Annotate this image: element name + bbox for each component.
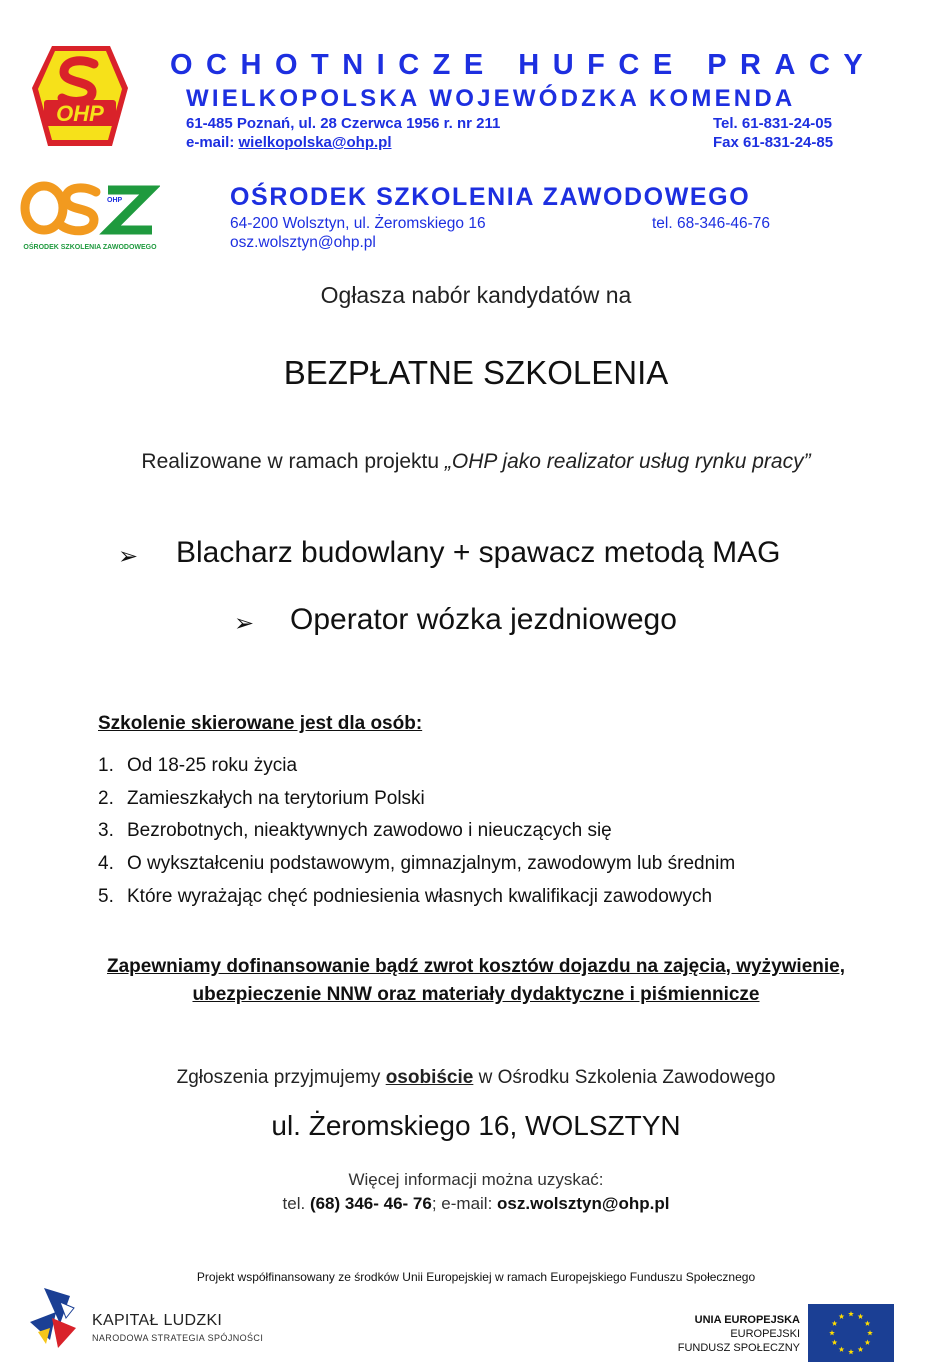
osz-logo-caption: OŚRODEK SZKOLENIA ZAWODOWEGO	[23, 244, 157, 251]
osz-address: 64-200 Wolsztyn, ul. Żeromskiego 16	[230, 215, 486, 232]
offer-line: Zapewniamy dofinansowanie bądź zwrot kosztów dojazdu na zajęcia, wyżywienie,	[107, 956, 845, 977]
ohp-logo-text: OHP	[56, 101, 104, 126]
ohp-fax: Fax 61-831-24-85	[713, 134, 834, 151]
application-prefix: Zgłoszenia przyjmujemy	[176, 1067, 386, 1088]
application-line	[0, 1067, 952, 1089]
osz-tel: tel. 68-346-46-76	[652, 215, 771, 232]
contact-tel: (68) 346- 46- 76	[309, 1194, 432, 1213]
criteria-text: Które wyrażając chęć podniesienia własnych kwalifikacji zawodowych	[127, 886, 713, 907]
kapital-ludzki-subtitle: NARODOWA STRATEGIA SPÓJNOŚCI	[92, 1333, 264, 1343]
application-suffix: w Ośrodku Szkolenia Zawodowego	[473, 1067, 776, 1088]
ohp-email-label: e-mail:	[186, 134, 239, 151]
course-item: Operator wózka jezdniowego	[290, 603, 677, 636]
footer-note: Projekt współfinansowany ze środków Unii Europejskiej w ramach Europejskiego Funduszu Społecznego	[196, 1270, 756, 1284]
street-address: ul. Żeromskiego 16, WOLSZTYN	[271, 1110, 681, 1141]
criteria-item	[98, 853, 735, 875]
eu-union-label: UNIA EUROPEJSKA	[694, 1314, 800, 1326]
project-prefix: Realizowane w ramach projektu	[141, 450, 445, 473]
target-heading: Szkolenie skierowane jest dla osób:	[98, 713, 423, 734]
criteria-number: 5.	[98, 886, 114, 907]
ohp-title: OCHOTNICZE HUFCE PRACY	[170, 49, 877, 81]
criteria-item	[98, 886, 712, 908]
ohp-address: 61-485 Poznań, ul. 28 Czerwca 1956 r. nr 211	[186, 115, 501, 132]
osz-logo	[20, 178, 160, 254]
ohp-email-line	[186, 134, 392, 151]
contact-line	[0, 1194, 952, 1214]
criteria-text: Zamieszkałych na terytorium Polski	[127, 788, 425, 809]
kapital-ludzki-logo-icon	[30, 1288, 80, 1352]
osz-title: OŚRODEK SZKOLENIA ZAWODOWEGO	[230, 183, 751, 211]
announcement: Ogłasza nabór kandydatów na	[320, 282, 632, 308]
ohp-logo	[30, 44, 130, 148]
criteria-number: 2.	[98, 788, 114, 809]
ohp-subtitle: WIELKOPOLSKA WOJEWÓDZKA KOMENDA	[186, 85, 796, 112]
criteria-item	[98, 755, 297, 777]
osz-email: osz.wolsztyn@ohp.pl	[230, 234, 376, 251]
ohp-email-link[interactable]: wielkopolska@ohp.pl	[238, 134, 392, 151]
headline: BEZPŁATNE SZKOLENIA	[283, 354, 669, 391]
more-info: Więcej informacji można uzyskać:	[348, 1170, 604, 1189]
offer-line: ubezpieczenie NNW oraz materiały dydaktyczne i piśmiennicze	[192, 984, 760, 1005]
course-item: Blacharz budowlany + spawacz metodą MAG	[176, 536, 781, 569]
ohp-tel: Tel. 61-831-24-05	[713, 115, 832, 132]
criteria-text: O wykształceniu podstawowym, gimnazjalnym, zawodowym lub średnim	[127, 853, 736, 874]
eu-fund-label-1: EUROPEJSKI	[730, 1328, 800, 1340]
osz-logo-small: OHP	[107, 197, 123, 204]
kapital-ludzki-title: KAPITAŁ LUDZKI	[92, 1312, 223, 1329]
arrow-bullet-icon: ➢	[234, 610, 255, 637]
project-line	[0, 450, 952, 474]
criteria-number: 3.	[98, 820, 114, 841]
application-emphasis: osobiście	[385, 1067, 474, 1088]
eu-flag-icon	[808, 1304, 894, 1362]
contact-separator: ; e-mail:	[431, 1194, 498, 1213]
contact-email[interactable]: osz.wolsztyn@ohp.pl	[497, 1194, 670, 1213]
criteria-item	[98, 788, 425, 810]
criteria-number: 1.	[98, 755, 114, 776]
contact-tel-label: tel.	[282, 1194, 310, 1213]
eu-fund-label-2: FUNDUSZ SPOŁECZNY	[677, 1342, 800, 1354]
criteria-text: Bezrobotnych, nieaktywnych zawodowo i nieuczących się	[127, 820, 612, 841]
project-name: „OHP jako realizator usług rynku pracy”	[444, 450, 811, 473]
arrow-bullet-icon: ➢	[118, 543, 139, 570]
criteria-number: 4.	[98, 853, 114, 874]
criteria-item	[98, 820, 612, 842]
criteria-text: Od 18-25 roku życia	[127, 755, 298, 776]
